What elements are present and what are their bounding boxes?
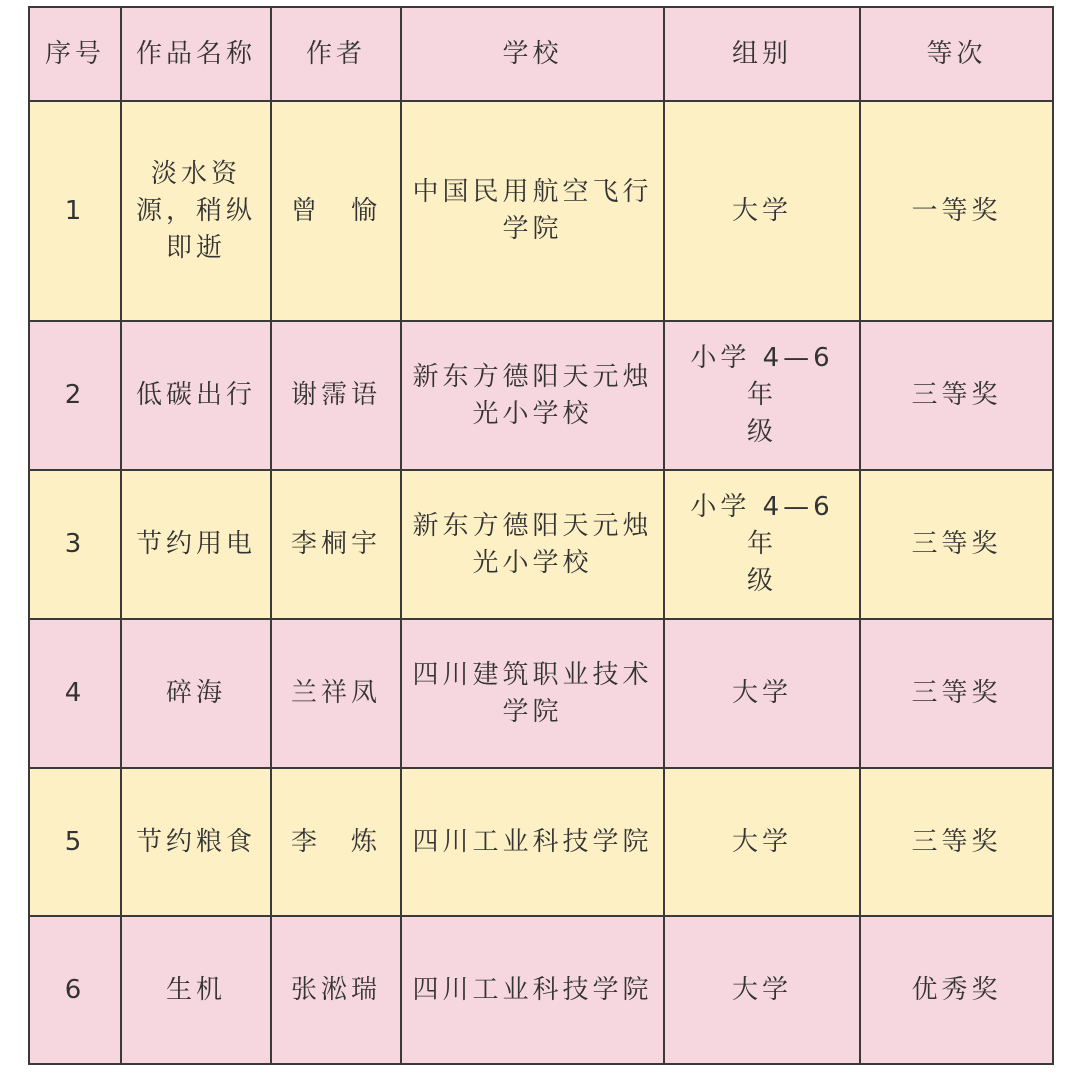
cell-index: 5 [29, 768, 121, 916]
cell-index: 1 [29, 101, 121, 321]
cell-school: 新东方德阳天元烛 光小学校 [401, 470, 664, 619]
cell-index: 2 [29, 321, 121, 470]
cell-school: 四川工业科技学院 [401, 768, 664, 916]
cell-group: 小学 4—6 年 级 [664, 321, 860, 470]
cell-group: 大学 [664, 101, 860, 321]
table-row [29, 768, 1053, 916]
cell-rank: 三等奖 [860, 768, 1053, 916]
header-title: 作品名称 [121, 7, 271, 101]
cell-title: 低碳出行 [121, 321, 271, 470]
header-school: 学校 [401, 7, 664, 101]
cell-group: 大学 [664, 619, 860, 768]
cell-rank: 三等奖 [860, 619, 1053, 768]
header-rank: 等次 [860, 7, 1053, 101]
cell-title: 节约粮食 [121, 768, 271, 916]
cell-author: 李桐宇 [271, 470, 401, 619]
cell-author: 李 炼 [271, 768, 401, 916]
cell-author: 兰祥凤 [271, 619, 401, 768]
cell-group: 大学 [664, 768, 860, 916]
header-index: 序号 [29, 7, 121, 101]
cell-title: 生机 [121, 916, 271, 1064]
cell-index: 4 [29, 619, 121, 768]
cell-author: 曾 愉 [271, 101, 401, 321]
cell-group: 大学 [664, 916, 860, 1064]
cell-title: 碎海 [121, 619, 271, 768]
cell-group: 小学 4—6 年 级 [664, 470, 860, 619]
cell-title: 节约用电 [121, 470, 271, 619]
header-author: 作者 [271, 7, 401, 101]
awards-table [28, 6, 1054, 1065]
cell-school: 新东方德阳天元烛 光小学校 [401, 321, 664, 470]
cell-rank: 优秀奖 [860, 916, 1053, 1064]
cell-school: 四川工业科技学院 [401, 916, 664, 1064]
table-row [29, 101, 1053, 321]
table-row [29, 916, 1053, 1064]
cell-school: 中国民用航空飞行 学院 [401, 101, 664, 321]
cell-rank: 三等奖 [860, 470, 1053, 619]
cell-author: 张淞瑞 [271, 916, 401, 1064]
header-group: 组别 [664, 7, 860, 101]
table-row [29, 619, 1053, 768]
table-row [29, 321, 1053, 470]
cell-rank: 三等奖 [860, 321, 1053, 470]
table-row [29, 470, 1053, 619]
cell-index: 6 [29, 916, 121, 1064]
table-header-row [29, 7, 1053, 101]
cell-index: 3 [29, 470, 121, 619]
cell-school: 四川建筑职业技术 学院 [401, 619, 664, 768]
cell-title: 淡水资 源，稍纵 即逝 [121, 101, 271, 321]
cell-author: 谢霈语 [271, 321, 401, 470]
cell-rank: 一等奖 [860, 101, 1053, 321]
